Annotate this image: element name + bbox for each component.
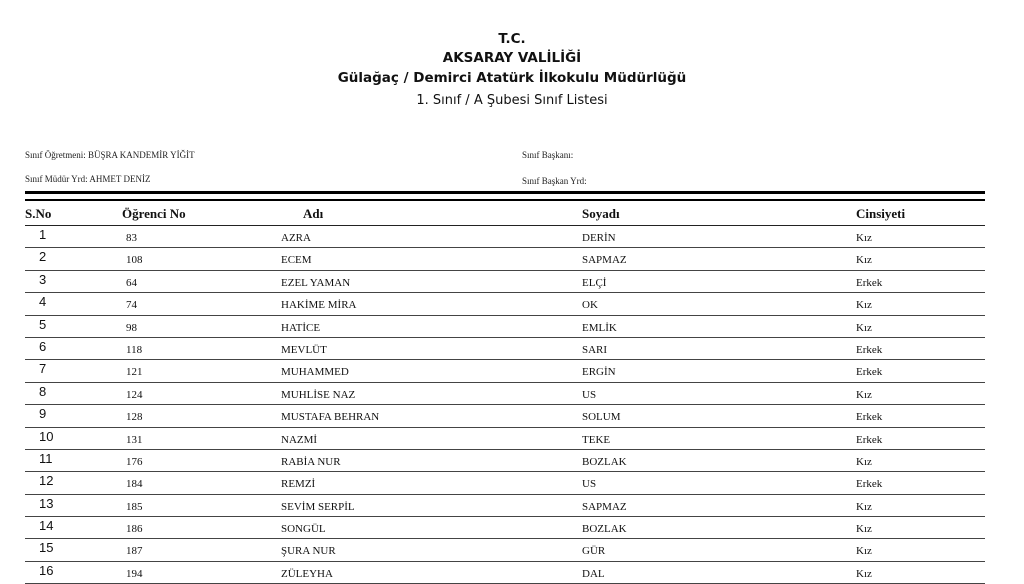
table-row — [25, 450, 985, 472]
table-row — [25, 316, 985, 338]
row-student-no: 64 — [126, 276, 137, 289]
table-row — [25, 338, 985, 360]
row-surname: DERİN — [582, 232, 616, 244]
row-student-no: 186 — [126, 523, 143, 536]
row-name: MUHAMMED — [281, 366, 349, 379]
table-row — [25, 383, 985, 405]
row-name: AZRA — [281, 232, 311, 244]
row-surname: BOZLAK — [582, 523, 627, 536]
column-header-name: Adı — [303, 206, 324, 221]
row-gender: Kız — [856, 455, 872, 468]
row-surname: US — [582, 388, 597, 401]
row-name: MUSTAFA BEHRAN — [281, 411, 380, 424]
row-name: HATİCE — [281, 321, 321, 334]
row-sno: 15 — [39, 540, 54, 556]
row-sno: 9 — [39, 406, 47, 422]
row-name: NAZMİ — [281, 433, 318, 446]
table-row — [25, 428, 985, 450]
row-student-no: 124 — [126, 388, 143, 401]
row-name: ZÜLEYHA — [281, 567, 333, 580]
table-row — [25, 360, 985, 382]
row-sno: 13 — [39, 495, 54, 511]
column-header-sno: S.No — [25, 206, 52, 221]
row-gender: Kız — [856, 545, 872, 558]
class-vice-president: Sınıf Başkan Yrd: — [522, 176, 587, 186]
row-name: ECEM — [281, 254, 312, 267]
row-gender: Erkek — [856, 276, 883, 289]
row-name: SONGÜL — [281, 523, 326, 536]
row-gender: Kız — [856, 321, 872, 334]
row-student-no: 83 — [126, 232, 137, 244]
table-row — [25, 226, 985, 248]
row-name: RABİA NUR — [281, 455, 341, 468]
row-gender: Erkek — [856, 478, 883, 491]
row-student-no: 121 — [126, 366, 143, 379]
row-student-no: 74 — [126, 299, 137, 312]
table-row — [25, 271, 985, 293]
table-header-row — [25, 201, 985, 226]
row-surname: ERGİN — [582, 366, 616, 379]
header-school: Gülağaç / Demirci Atatürk İlkokulu Müdürlüğü — [337, 70, 687, 86]
row-name: MEVLÜT — [281, 343, 327, 356]
row-gender: Kız — [856, 523, 872, 536]
top-rule-thick — [25, 191, 985, 194]
row-sno: 5 — [39, 316, 47, 332]
row-student-no: 118 — [126, 343, 143, 356]
row-name: HAKİME MİRA — [281, 299, 357, 312]
row-gender: Kız — [856, 388, 872, 401]
row-surname: OK — [582, 299, 598, 312]
row-surname: DAL — [582, 567, 605, 580]
row-sno: 8 — [39, 383, 47, 399]
header-governorship: AKSARAY VALİLİĞİ — [442, 50, 582, 66]
row-surname: BOZLAK — [582, 455, 627, 468]
row-surname: SOLUM — [582, 411, 621, 424]
row-surname: TEKE — [582, 433, 611, 446]
row-sno: 14 — [39, 518, 54, 534]
table-row — [25, 405, 985, 427]
row-gender: Erkek — [856, 366, 883, 379]
table-row — [25, 562, 985, 584]
row-name: MUHLİSE NAZ — [281, 388, 356, 401]
vice-principal: Sınıf Müdür Yrd: AHMET DENİZ — [25, 174, 151, 184]
row-sno: 2 — [39, 249, 47, 265]
row-student-no: 194 — [126, 567, 143, 580]
row-student-no: 131 — [126, 433, 143, 446]
row-name: ŞURA NUR — [281, 545, 336, 558]
class-teacher: Sınıf Öğretmeni: BÜŞRA KANDEMİR YİĞİT — [25, 150, 195, 160]
table-row — [25, 517, 985, 539]
row-surname: GÜR — [582, 545, 606, 558]
row-gender: Kız — [856, 299, 872, 312]
row-surname: EMLİK — [582, 321, 617, 334]
row-student-no: 187 — [126, 545, 143, 558]
document-title: 1. Sınıf / A Şubesi Sınıf Listesi — [416, 93, 608, 108]
row-gender: Kız — [856, 500, 872, 513]
table-row — [25, 495, 985, 517]
column-header-gender: Cinsiyeti — [856, 206, 906, 221]
row-sno: 12 — [39, 473, 54, 489]
row-gender: Kız — [856, 254, 872, 267]
row-student-no: 108 — [126, 254, 143, 267]
row-gender: Erkek — [856, 411, 883, 424]
table-row — [25, 248, 985, 270]
row-gender: Kız — [856, 232, 872, 244]
row-surname: SARI — [582, 343, 608, 356]
row-sno: 4 — [39, 294, 47, 310]
row-gender: Erkek — [856, 433, 883, 446]
row-name: SEVİM SERPİL — [281, 500, 355, 513]
table-row — [25, 293, 985, 315]
row-student-no: 185 — [126, 500, 143, 513]
table-row — [25, 472, 985, 494]
row-surname: SAPMAZ — [582, 500, 627, 513]
row-sno: 1 — [39, 227, 47, 242]
student-list-table — [25, 201, 985, 584]
row-name: EZEL YAMAN — [281, 276, 351, 289]
row-student-no: 128 — [126, 411, 143, 424]
row-gender: Erkek — [856, 343, 883, 356]
row-surname: US — [582, 478, 597, 491]
row-student-no: 176 — [126, 455, 143, 468]
row-surname: SAPMAZ — [582, 254, 627, 267]
row-sno: 11 — [39, 450, 53, 466]
row-sno: 7 — [39, 361, 47, 377]
row-sno: 3 — [39, 271, 47, 287]
column-header-student-no: Öğrenci No — [122, 206, 186, 221]
header-tc: T.C. — [498, 31, 526, 47]
row-sno: 16 — [39, 562, 54, 578]
row-sno: 6 — [39, 338, 47, 354]
row-sno: 10 — [39, 428, 54, 444]
table-row — [25, 539, 985, 561]
row-name: REMZİ — [281, 478, 316, 491]
column-header-surname: Soyadı — [582, 206, 620, 221]
row-gender: Kız — [856, 567, 872, 580]
row-surname: ELÇİ — [582, 276, 607, 289]
row-student-no: 98 — [126, 321, 137, 334]
class-president: Sınıf Başkanı: — [522, 150, 574, 160]
row-student-no: 184 — [126, 478, 143, 491]
